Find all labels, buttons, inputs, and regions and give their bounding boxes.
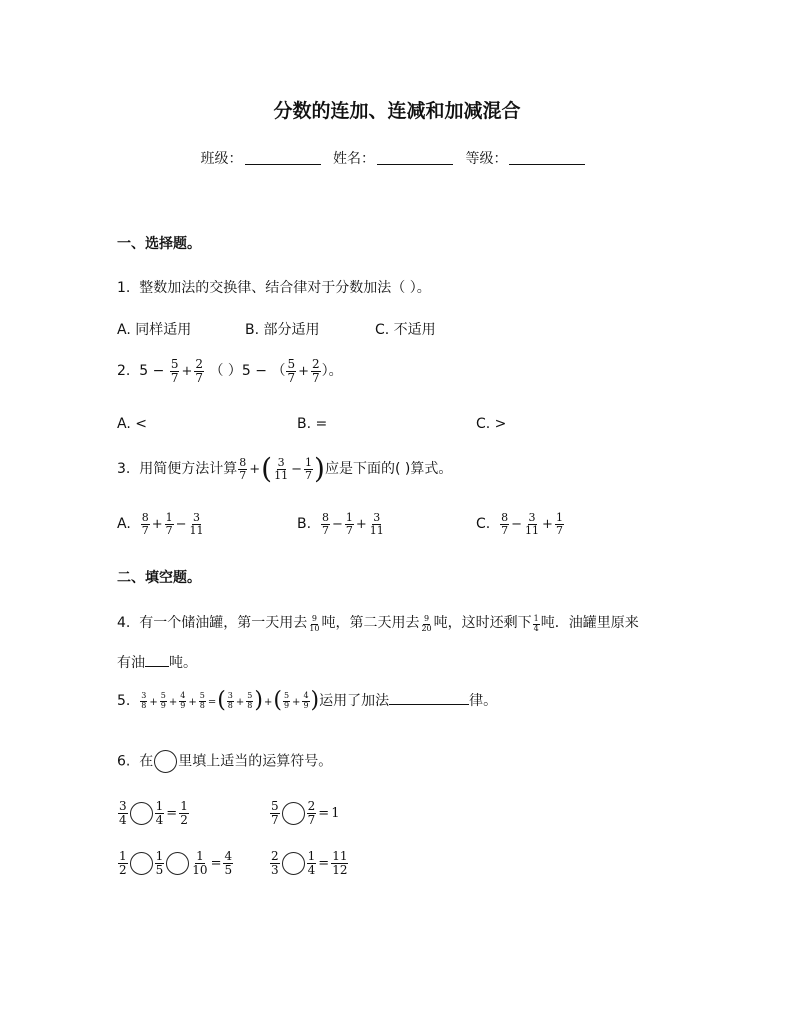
operator-circle — [154, 750, 177, 773]
fraction: $\frac{1}{7}$ — [345, 511, 353, 537]
fraction: $\frac{5}{8}$ — [199, 691, 205, 710]
question-number: 4. — [117, 615, 131, 631]
q2-option-c[interactable]: C. > — [476, 416, 507, 432]
fraction: $\frac{1}{2}$ — [180, 799, 188, 827]
fraction: $\frac{5}{8}$ — [247, 691, 253, 710]
plus-sign: + — [181, 364, 193, 380]
operator-circle[interactable] — [130, 852, 153, 875]
question-6: 6. 在 里填上适当的运算符号。 — [117, 750, 332, 773]
fraction: $\frac{4}{5}$ — [224, 849, 233, 877]
right-paren: ) — [314, 452, 325, 485]
q1-option-c[interactable]: C. 不适用 — [375, 322, 436, 338]
question-number: 5. — [117, 693, 131, 709]
fraction: $\frac{3}{8}$ — [141, 691, 147, 710]
plus-sign: + — [249, 462, 261, 477]
fraction: $\frac{5}{7}$ — [170, 357, 179, 385]
fraction: $\frac{4}{9}$ — [180, 691, 186, 710]
question-number: 1. — [117, 280, 131, 296]
fraction: $\frac{8}{7}$ — [141, 511, 149, 537]
fraction: $\frac{8}{7}$ — [501, 511, 509, 537]
question-3 — [117, 452, 453, 485]
fraction: $\frac{5}{7}$ — [287, 357, 296, 385]
answer-blank[interactable] — [145, 654, 169, 667]
fraction: $\frac{8}{7}$ — [239, 455, 247, 482]
fraction: $\frac{1}{7}$ — [165, 511, 173, 537]
question-number: 2. — [117, 363, 131, 380]
fraction: $\frac{1}{2}$ — [119, 849, 127, 877]
fraction: $\frac{1}{5}$ — [155, 849, 164, 877]
q2-option-b[interactable]: B. = — [297, 416, 328, 432]
student-info-row — [0, 148, 794, 168]
fraction: $\frac{3}{11}$ — [369, 511, 384, 537]
plus-sign: + — [298, 364, 309, 380]
expr-prefix: 用简便方法计算 — [139, 461, 238, 477]
left-paren: ( — [261, 452, 273, 485]
fraction: $\frac{1}{7}$ — [555, 511, 563, 537]
section-choice-heading: 一、选择题。 — [117, 236, 201, 252]
expr-prefix: 5 − — [139, 363, 165, 380]
fraction: $\frac{5}{9}$ — [160, 691, 166, 710]
operator-circle[interactable] — [282, 852, 305, 875]
name-label: 姓名： — [333, 151, 375, 167]
operator-circle[interactable] — [282, 802, 305, 825]
question-number: 6. — [117, 753, 131, 770]
fraction: $\frac{3}{11}$ — [189, 511, 204, 537]
fraction: $\frac{9}{20}$ — [421, 614, 432, 633]
expr-suffix: ）。 — [321, 363, 343, 380]
fraction: $\frac{1}{4}$ — [155, 799, 164, 827]
fraction: $\frac{5}{7}$ — [271, 799, 279, 827]
fraction: $\frac{1}{4}$ — [533, 614, 539, 633]
page-title: 分数的连加、连减和加减混合 — [273, 100, 521, 122]
grade-label: 等级： — [465, 151, 508, 167]
answer-blank[interactable] — [389, 692, 469, 705]
fraction: $\frac{3}{4}$ — [119, 799, 127, 827]
q1-option-b[interactable]: B. 部分适用 — [245, 322, 320, 338]
equation-2: $\frac{5}{7}$ $\frac{2}{7}$ = 1 — [271, 799, 340, 827]
fraction: $\frac{3}{11}$ — [525, 511, 540, 537]
fraction: $\frac{1}{7}$ — [305, 455, 313, 482]
fraction: $\frac{4}{9}$ — [303, 691, 309, 710]
expr-suffix: 应是下面的( )算式。 — [324, 461, 453, 477]
equation-4: $\frac{2}{3}$ $\frac{1}{4}$ = $\frac{11}{12}$ — [271, 849, 348, 877]
question-number: 3. — [117, 461, 131, 477]
question-text: 整数加法的交换律、结合律对于分数加法（ ）。 — [139, 280, 431, 296]
question-5: 5. $\frac{3}{8}$ + $\frac{5}{9}$ + $\frac{4}{9}$ + $\frac{5}{8}$ =( $\frac{3}{8}$ + $\frac{5}{8}$ )+( $\frac{5}{9}$ + $\frac{4}{9}$ )运用了加法 律。 — [117, 688, 498, 713]
minus-sign: − — [291, 462, 303, 477]
grade-blank[interactable] — [509, 150, 585, 165]
class-blank[interactable] — [245, 150, 321, 165]
fraction: $\frac{2}{7}$ — [307, 799, 316, 827]
fraction: $\frac{2}{3}$ — [271, 849, 279, 877]
fraction: $\frac{2}{7}$ — [312, 357, 320, 385]
operator-circle[interactable] — [166, 852, 189, 875]
question-1 — [117, 277, 431, 297]
fraction: $\frac{9}{10}$ — [309, 614, 320, 633]
fraction: $\frac{2}{7}$ — [195, 357, 203, 385]
q2-option-a[interactable]: A. < — [117, 416, 147, 432]
q1-option-a[interactable]: A. 同样适用 — [117, 322, 192, 338]
name-blank[interactable] — [377, 150, 453, 165]
fraction: $\frac{1}{4}$ — [307, 849, 316, 877]
expr-middle: （ ）5 − （ — [209, 363, 286, 380]
fraction: $\frac{3}{8}$ — [227, 691, 233, 710]
question-4-cont: 有油 吨。 — [117, 655, 197, 671]
operator-circle[interactable] — [130, 802, 153, 825]
fraction: $\frac{3}{11}$ — [274, 455, 289, 482]
fraction: $\frac{1}{10}$ — [192, 849, 208, 877]
equation-1: $\frac{3}{4}$ $\frac{1}{4}$ = $\frac{1}{2}$ — [119, 799, 188, 827]
question-2 — [117, 358, 343, 384]
section-fill-heading: 二、填空题。 — [117, 570, 201, 586]
class-label: 班级： — [200, 151, 243, 167]
fraction: $\frac{5}{9}$ — [283, 691, 290, 710]
equation-3: $\frac{1}{2}$ $\frac{1}{5}$ $\frac{1}{10}$ = $\frac{4}{5}$ — [119, 849, 233, 877]
q3-option-b[interactable]: B. $\frac{8}{7}$ − $\frac{1}{7}$ + $\frac{3}{11}$ — [297, 511, 384, 537]
fraction: $\frac{11}{12}$ — [332, 849, 348, 877]
q3-option-c[interactable]: C. $\frac{8}{7}$ − $\frac{3}{11}$ + $\frac{1}{7}$ — [476, 511, 563, 537]
fraction: $\frac{8}{7}$ — [321, 511, 329, 537]
question-4: 4. 有一个储油罐，第一天用去 $\frac{9}{10}$ 吨，第二天用去 $\frac{9}{20}$ 吨，这时还剩下 $\frac{1}{4}$ 吨．油罐里原来 — [117, 614, 639, 633]
q3-option-a[interactable]: A. $\frac{8}{7}$ + $\frac{1}{7}$ − $\frac{3}{11}$ — [117, 511, 204, 537]
